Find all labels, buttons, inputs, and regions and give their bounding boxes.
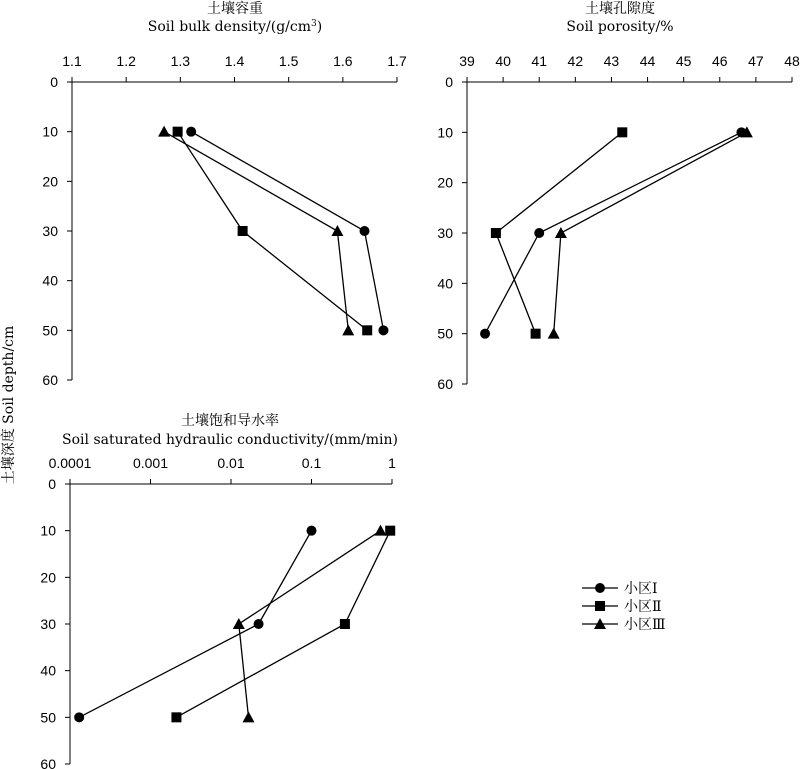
series-1: [480, 127, 746, 338]
y-tick-label: 60: [40, 756, 56, 769]
series-2: [173, 127, 373, 336]
legend-label: 小区Ⅲ: [624, 617, 666, 633]
data-point: [307, 526, 317, 536]
data-point: [385, 526, 395, 536]
data-point: [173, 127, 183, 137]
legend-marker: [595, 601, 605, 611]
x-tick-label: 45: [675, 53, 692, 69]
y-tick-label: 60: [437, 376, 453, 392]
y-tick-label: 0: [50, 74, 58, 90]
x-tick-label: 0.1: [301, 455, 322, 471]
x-tick-label: 1.4: [224, 53, 245, 69]
y-tick-label: 20: [42, 173, 58, 190]
x-tick-label: 1.6: [333, 53, 353, 69]
x-tick-label: 48: [784, 53, 800, 69]
panel-title-en: Soil porosity/%: [566, 19, 674, 35]
y-tick-label: 30: [42, 223, 58, 239]
panel-title-cn: 土壤饱和导水率: [181, 413, 279, 429]
x-tick-label: 39: [459, 53, 475, 69]
legend-label: 小区Ⅱ: [624, 599, 662, 615]
y-tick-label: 40: [437, 275, 453, 292]
data-point: [158, 126, 170, 137]
x-tick-label: 1.5: [278, 53, 299, 69]
y-tick-label: 0: [445, 74, 453, 90]
y-tick-label: 20: [437, 174, 453, 191]
x-tick-label: 46: [711, 53, 728, 69]
x-tick-label: 1.3: [170, 53, 191, 69]
y-tick-label: 40: [42, 272, 58, 289]
data-point: [617, 127, 627, 137]
x-tick-label: 40: [495, 53, 511, 69]
y-tick-label: 40: [40, 662, 56, 679]
x-tick-label: 1: [388, 455, 396, 471]
legend-item: [582, 599, 662, 615]
data-point: [186, 127, 196, 137]
y-tick-label: 50: [437, 325, 453, 342]
data-point: [238, 226, 248, 236]
data-point: [531, 329, 541, 339]
data-point: [331, 225, 343, 236]
series-line: [164, 132, 348, 331]
y-tick-label: 50: [42, 322, 58, 339]
data-point: [254, 619, 264, 629]
x-tick-label: 42: [567, 53, 584, 69]
bulk-density-panel: [42, 0, 407, 388]
panel-title-en: Soil saturated hydraulic conductivity/(mm/min): [62, 432, 398, 448]
series-line: [554, 132, 747, 333]
y-tick-label: 0: [48, 476, 56, 492]
y-tick-label: 30: [437, 225, 453, 241]
data-point: [360, 226, 370, 236]
x-tick-label: 1.2: [116, 53, 136, 69]
data-point: [171, 712, 181, 722]
y-tick-label: 10: [40, 522, 56, 539]
series-3: [548, 126, 753, 338]
panel-title-cn: 土壤容重: [207, 1, 263, 17]
x-tick-label: 1.1: [62, 53, 82, 69]
x-tick-label: 41: [531, 53, 548, 69]
series-3: [158, 126, 354, 336]
y-tick-label: 30: [40, 616, 56, 632]
y-tick-label: 50: [40, 709, 56, 726]
legend-item: [582, 581, 658, 597]
series-line: [79, 531, 311, 718]
data-point: [362, 325, 372, 335]
data-point: [375, 525, 387, 536]
series-2: [171, 526, 395, 723]
y-tick-label: 10: [42, 123, 58, 140]
data-point: [548, 328, 560, 339]
data-point: [480, 329, 490, 339]
data-point: [340, 619, 350, 629]
data-point: [243, 711, 255, 722]
data-point: [74, 712, 84, 722]
x-tick-label: 0.0001: [48, 455, 92, 471]
hydraulic-conductivity-panel: [40, 412, 398, 769]
data-point: [491, 228, 501, 238]
y-axis-label: 土壤深度 Soil depth/cm: [1, 325, 17, 485]
data-point: [534, 228, 544, 238]
x-tick-label: 1.7: [387, 53, 407, 69]
data-point: [233, 618, 245, 629]
series-line: [176, 531, 390, 718]
y-tick-label: 20: [40, 569, 56, 586]
y-tick-label: 10: [437, 124, 453, 141]
x-tick-label: 0.01: [217, 455, 245, 471]
series-line: [191, 132, 383, 331]
legend-marker: [595, 583, 605, 593]
panel-title-en: Soil bulk density/$(g/cm^3)$: [147, 19, 323, 35]
data-point: [555, 227, 567, 238]
porosity-panel: [437, 0, 800, 392]
data-point: [342, 324, 354, 335]
legend: [582, 581, 666, 633]
x-tick-label: 0.001: [132, 455, 169, 471]
x-tick-label: 44: [639, 53, 656, 69]
legend-label: 小区Ⅰ: [624, 581, 658, 597]
x-tick-label: 47: [748, 53, 764, 69]
series-1: [74, 526, 316, 723]
series-1: [186, 127, 388, 336]
legend-item: [582, 617, 666, 633]
panel-title-cn: 土壤孔隙度: [585, 1, 655, 17]
y-tick-label: 60: [42, 372, 58, 388]
data-point: [378, 325, 388, 335]
x-tick-label: 43: [603, 53, 620, 69]
